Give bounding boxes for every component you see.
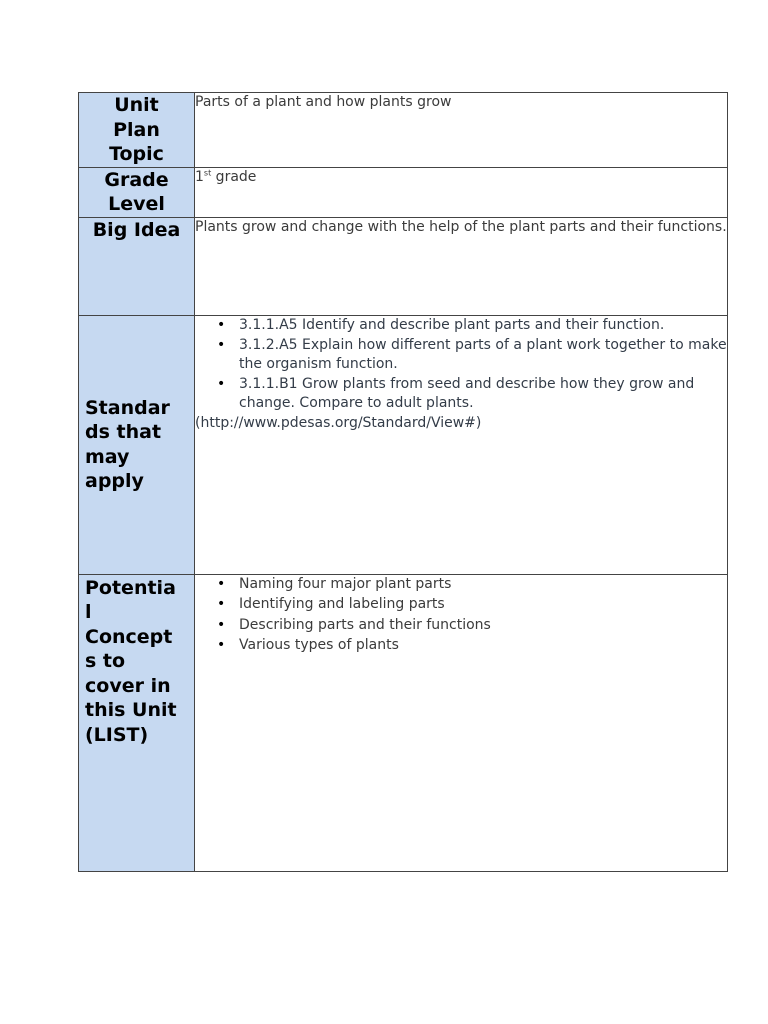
topic-row (79, 93, 728, 168)
unit-plan-table (78, 92, 728, 872)
list-item: • Identifying and labeling parts (239, 595, 727, 614)
big-idea-label (79, 217, 195, 315)
topic-label-line: Plan (113, 118, 160, 141)
standards-row (79, 315, 728, 574)
concepts-label (79, 574, 195, 871)
concepts-label-line: (LIST) (85, 723, 149, 746)
list-item: • Describing parts and their functions (239, 616, 727, 635)
grade-number: 1 (195, 168, 204, 185)
big-idea-row (79, 217, 728, 315)
concepts-label-line: Potentia (85, 576, 176, 599)
standards-label-line: ds that (85, 421, 162, 443)
concepts-label-line: this Unit (85, 699, 177, 721)
concepts-label-line: Concept (85, 625, 173, 648)
topic-label-line: Topic (109, 143, 164, 165)
standards-label-line: Standar (85, 396, 170, 419)
concepts-label-line: l (85, 601, 92, 623)
standards-source-link[interactable]: (http://www.pdesas.org/Standard/View#) (195, 415, 482, 431)
standards-value (195, 315, 728, 574)
concepts-label-line: cover in (85, 674, 171, 697)
big-idea-label-text: Big Idea (92, 218, 181, 241)
grade-label-line: Grade (104, 168, 169, 191)
big-idea-value (195, 217, 728, 315)
concepts-value (195, 574, 728, 871)
concepts-label-line: s to (85, 650, 126, 672)
topic-label (79, 93, 195, 168)
grade-text: grade (211, 168, 257, 185)
standards-list (195, 316, 727, 413)
list-item: • 3.1.1.A5 Identify and describe plant parts and their function. (239, 316, 727, 335)
list-item: • Various types of plants (239, 636, 727, 655)
grade-value (195, 167, 728, 217)
concepts-row (79, 574, 728, 871)
list-item: • 3.1.2.A5 Explain how different parts of a plant work together to make the organism function. (239, 336, 727, 373)
topic-text: Parts of a plant and how plants grow (195, 94, 452, 110)
list-item: • 3.1.1.B1 Grow plants from seed and describe how they grow and change. Compare to adult plants. (239, 375, 727, 412)
grade-suffix: st (203, 167, 212, 177)
standards-label-line: may (85, 445, 130, 468)
standards-label (79, 315, 195, 574)
topic-value (195, 93, 728, 168)
grade-label (79, 167, 195, 217)
concepts-list (195, 575, 727, 655)
grade-row (79, 167, 728, 217)
big-idea-text: Plants grow and change with the help of the plant parts and their functions. (195, 218, 727, 235)
list-item: • Naming four major plant parts (239, 575, 727, 594)
standards-label-line: apply (85, 470, 144, 492)
topic-label-line: Unit (114, 94, 159, 116)
grade-label-line: Level (108, 193, 165, 215)
